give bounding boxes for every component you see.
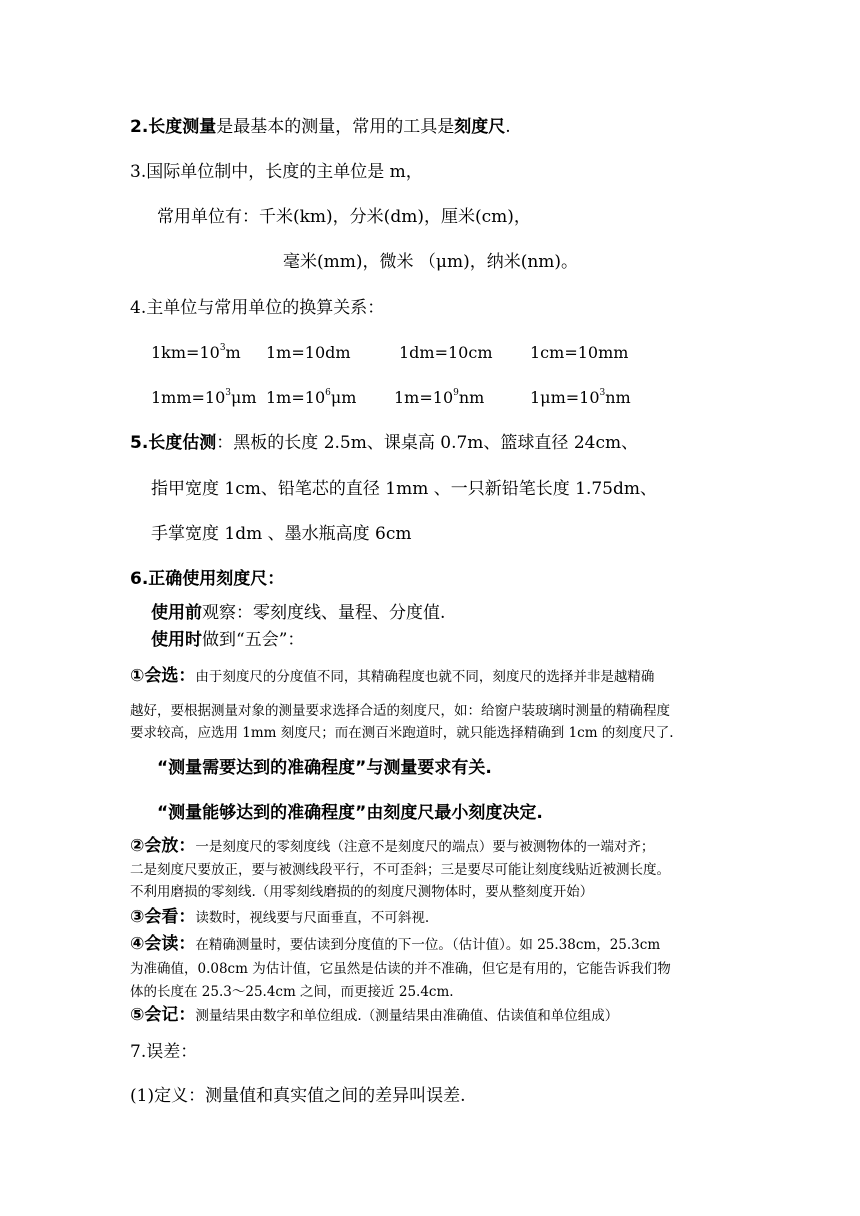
term-length-measurement: 长度测量 [148, 117, 217, 137]
read-line-1 [130, 934, 660, 955]
circled-number: ② [130, 836, 145, 856]
choose-line-2: 越好，要根据测量对象的测量要求选择合适的刻度尺，如：给窗户装玻璃时测量的精确程度 [130, 703, 670, 719]
conversion-base: 1μm=10 [530, 388, 600, 407]
section-5-line-1 [130, 431, 638, 455]
conversion-unit: μm [231, 388, 257, 407]
place-line-2: 二是刻度尺要放正，要与被测线段平行，不可歪斜；三是要尽可能让刻度线贴近被测长度。 [130, 862, 670, 878]
read-label: 会读： [144, 934, 196, 954]
section-2 [130, 115, 511, 139]
period: . [505, 117, 511, 137]
conversion-base: 1m=10 [266, 388, 326, 407]
conversion-base: 1m=10dm [266, 343, 351, 362]
conversion-m-um [266, 386, 356, 410]
term-ruler: 刻度尺 [454, 117, 506, 137]
section-text: ：黑板的长度 2.5m、课桌高 0.7m、篮球直径 24cm、 [216, 433, 639, 453]
record-text: 测量结果由数字和单位组成.（测量结果由准确值、估读值和单位组成） [195, 1008, 619, 1024]
section-title: 长度估测 [148, 433, 217, 453]
conversion-exponent: 9 [453, 388, 459, 398]
choose-line-3: 要求较高，应选用 1mm 刻度尺；而在测百米跑道时，就只能选择精确到 1cm 的刻度尺了. [130, 725, 674, 741]
conversion-exponent: 3 [219, 343, 226, 353]
conversion-unit: m [225, 343, 241, 362]
conversion-unit: nm [605, 388, 631, 407]
conversion-unit: nm [458, 388, 485, 407]
circled-number: ④ [130, 934, 145, 954]
place-line-1 [130, 836, 654, 857]
conversion-unit: μm [330, 388, 357, 407]
conversion-base: 1mm=10 [151, 388, 226, 407]
section-text: 是最基本的测量，常用的工具是 [216, 117, 455, 137]
before-use-label: 使用前 [151, 603, 202, 623]
look-text: 读数时，视线要与尺面垂直，不可斜视. [195, 910, 430, 926]
section-number: 5. [130, 433, 149, 453]
conversion-km [151, 341, 241, 365]
section-3-line-3: 毫米(mm)，微米 （μm)，纳米(nm)。 [283, 252, 579, 272]
place-label: 会放： [144, 836, 196, 856]
place-text: 一是刻度尺的零刻度线（注意不是刻度尺的端点）要与被测物体的一端对齐； [195, 839, 655, 855]
circled-number: ① [130, 666, 145, 686]
during-use-line [151, 628, 304, 652]
record-label: 会记： [144, 1005, 196, 1025]
place-line-3: 不利用磨损的零刻线.（用零刻线磨损的的刻度尺测物体时，要从整刻度开始） [130, 884, 594, 900]
record-line-1 [130, 1005, 618, 1026]
conversion-m-nm [394, 386, 484, 410]
choose-line-1 [130, 666, 654, 687]
section-6-title: 6.正确使用刻度尺： [130, 569, 285, 589]
look-label: 会看： [144, 907, 196, 927]
section-3-line-1: 3.国际单位制中，长度的主单位是 m， [130, 162, 423, 182]
before-use-line [151, 601, 445, 625]
conversion-um-nm [530, 386, 631, 410]
section-number: 2. [130, 117, 149, 137]
section-7-title: 7.误差： [130, 1042, 198, 1062]
choose-label: 会选： [144, 666, 196, 686]
read-line-3: 体的长度在 25.3～25.4cm 之间，而更接近 25.4cm. [130, 984, 454, 1000]
during-use-label: 使用时 [151, 630, 202, 650]
look-line-1 [130, 907, 429, 928]
choose-text: 由于刻度尺的分度值不同，其精确程度也就不同，刻度尺的选择并非是越精确 [195, 669, 655, 685]
emphasis-line-1: “测量需要达到的准确程度”与测量要求有关. [157, 758, 492, 778]
conversion-dm-cm [399, 341, 493, 365]
error-definition: (1)定义：测量值和真实值之间的差异叫误差. [130, 1086, 466, 1106]
circled-number: ⑤ [130, 1005, 145, 1025]
section-5-line-2: 指甲宽度 1cm、铅笔芯的直径 1mm 、一只新铅笔长度 1.75dm、 [151, 479, 657, 499]
conversion-mm-um [151, 386, 257, 410]
conversion-cm-mm [530, 341, 628, 365]
read-line-2: 为准确值，0.08cm 为估计值，它虽然是估读的并不准确，但它是有用的，它能告诉我们物 [130, 961, 671, 977]
section-5-line-3: 手掌宽度 1dm 、墨水瓶高度 6cm [151, 524, 412, 544]
conversion-base: 1cm=10mm [530, 343, 629, 362]
emphasis-line-2: “测量能够达到的准确程度”由刻度尺最小刻度决定. [157, 803, 543, 823]
circled-number: ③ [130, 907, 145, 927]
conversion-m-dm [266, 341, 351, 365]
conversion-base: 1m=10 [394, 388, 454, 407]
during-use-text: 做到“五会”： [202, 630, 305, 650]
read-text: 在精确测量时，要估读到分度值的下一位。（估计值）。如 25.38cm，25.3cm [195, 937, 661, 953]
conversion-exponent: 3 [599, 388, 606, 398]
conversion-base: 1km=10 [151, 343, 220, 362]
conversion-base: 1dm=10cm [399, 343, 493, 362]
before-use-text: 观察：零刻度线、量程、分度值. [202, 603, 446, 623]
section-3-line-2: 常用单位有：千米(km)，分米(dm)，厘米(cm)， [157, 207, 531, 227]
section-4-title: 4.主单位与常用单位的换算关系： [130, 298, 385, 318]
conversion-exponent: 6 [325, 388, 331, 398]
conversion-exponent: 3 [225, 388, 232, 398]
